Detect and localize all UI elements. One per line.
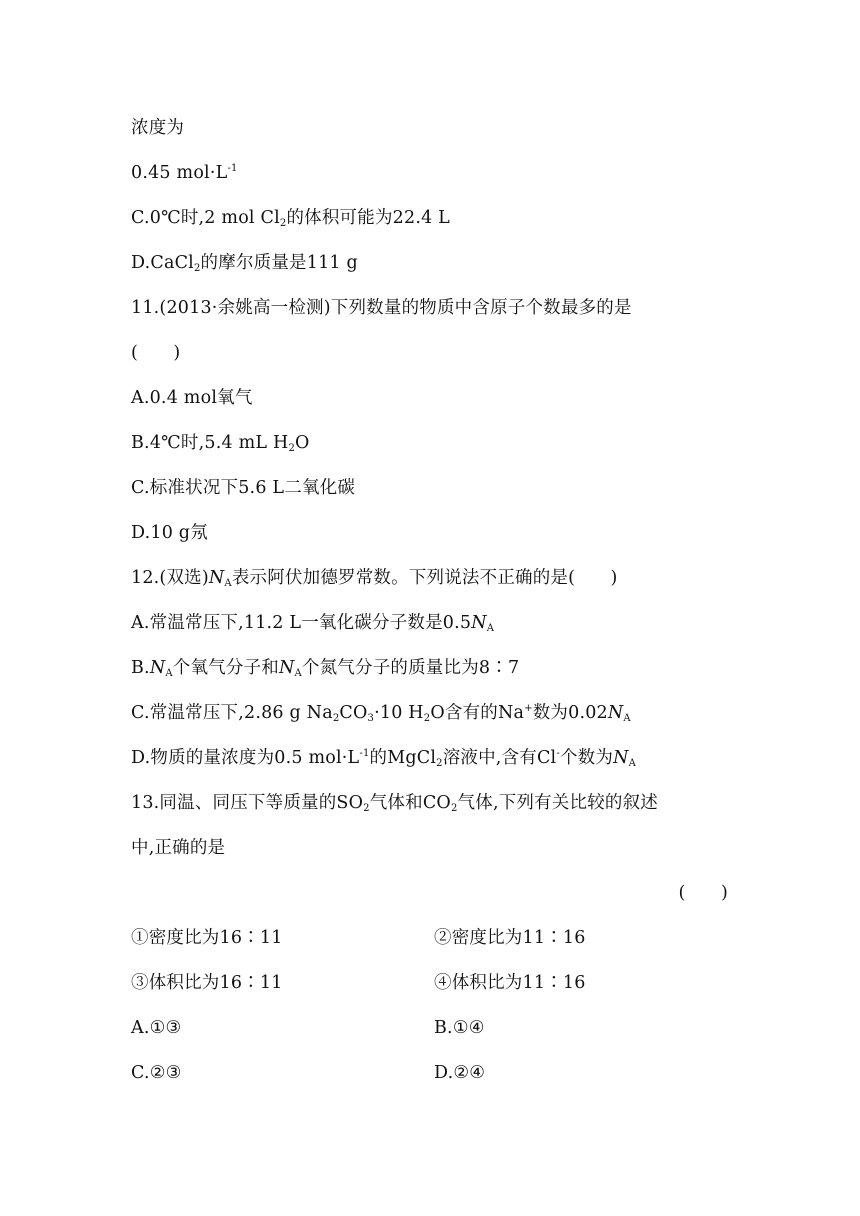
option-a: A.①③ — [131, 1018, 182, 1038]
option-c: C.标准状况下5.6 L二氧化碳 — [131, 478, 356, 498]
option-d: D.10 g氖 — [131, 523, 208, 543]
option-c: C.②③ — [131, 1063, 182, 1083]
option-c: C.常温常压下,2.86 g $Na_2CO_3\cdot 10$ $H_2O$含有的Na+数为$0.02N_A$ — [131, 703, 631, 724]
option-b: B.4℃时,5.4 mL $H_2O$ — [131, 433, 310, 454]
question-12: 12.(双选)$N_A$表示阿伏加德罗常数。下列说法不正确的是( ) — [131, 568, 618, 589]
option-a: A.0.4 mol氧气 — [131, 388, 253, 408]
text-line: C.0℃时,2 mol $Cl_2$的体积可能为22.4 L — [131, 208, 451, 229]
question-13: 13.同温、同压下等质量的$SO_2$气体和$CO_2$气体,下列有关比较的叙述 — [131, 793, 659, 814]
option-d: D.②④ — [434, 1063, 486, 1083]
text-line: D.CaCl$_2$的摩尔质量是111 g — [131, 253, 358, 274]
answer-bracket: ( ) — [678, 883, 728, 903]
question-11: 11.(2013·余姚高一检测)下列数量的物质中含原子个数最多的是 — [131, 298, 632, 318]
text-line: 0.45 $mol\cdot L^{-1}$ — [131, 163, 238, 183]
statement-2: ②密度比为11∶16 — [434, 928, 586, 948]
option-b: $B.N_A$个氧气分子和$N_A$个氮气分子的质量比为8∶7 — [131, 658, 520, 679]
statement-4: ④体积比为11∶16 — [434, 973, 586, 993]
statement-3: ③体积比为16∶11 — [131, 973, 283, 993]
option-d: D.物质的量浓度为0.5 $mol\cdot L^{-1}$的MgCl$_2$溶液中,含有Cl-个数为$N_A$ — [131, 748, 636, 769]
answer-bracket: ( ) — [131, 343, 181, 363]
statement-1: ①密度比为16∶11 — [131, 928, 283, 948]
option-b: B.①④ — [434, 1018, 485, 1038]
option-a: A.常温常压下,11.2 L一氧化碳分子数是$0.5N_A$ — [131, 613, 495, 634]
text-line: 中,正确的是 — [131, 838, 226, 858]
text-line: 浓度为 — [131, 118, 185, 138]
